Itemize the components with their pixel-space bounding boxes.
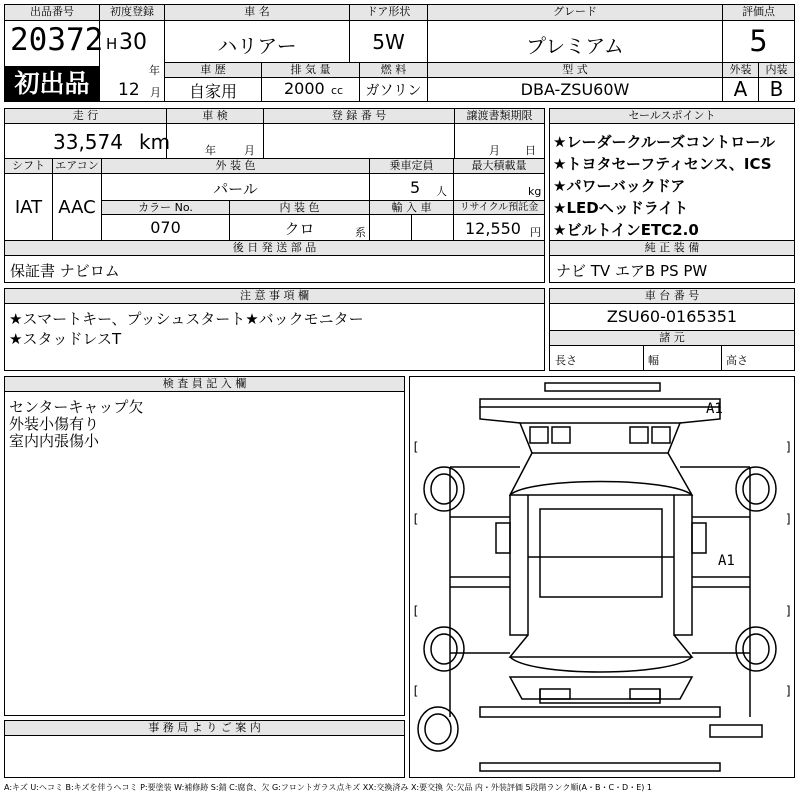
- fuel: ガソリン: [365, 83, 422, 99]
- damage-mark: A1: [718, 553, 735, 569]
- sales-item: ★ビルトインETC2.0: [553, 221, 699, 239]
- transfer-label: 譲渡書類期限: [455, 109, 544, 124]
- recycle-label: リサイクル預託金: [454, 201, 544, 215]
- color-no-label: カラー No.: [102, 201, 229, 215]
- interior-color: クロ: [284, 220, 315, 238]
- first-listing-badge: 初出品: [5, 66, 99, 101]
- equipment-label: 純 正 装 備: [550, 241, 794, 256]
- interior-suffix: 系: [355, 226, 366, 239]
- interior-color-label: 内 装 色: [230, 201, 369, 215]
- ac: AAC: [58, 197, 96, 218]
- transfer-month: 月: [489, 144, 500, 157]
- inspection-month: 月: [244, 144, 255, 157]
- sales-label: セールスポイント: [550, 109, 794, 124]
- reg-no-label: 登 録 番 号: [264, 109, 454, 124]
- shift-label: シフト: [5, 159, 52, 174]
- color-no: 070: [150, 218, 181, 237]
- recycle: 12,550: [465, 219, 521, 238]
- office-label: 事 務 局 よ り ご 案 内: [5, 721, 404, 736]
- displacement-unit: cc: [331, 84, 344, 97]
- lot-label: 出品番号: [5, 5, 99, 21]
- reg-label: 初度登録: [100, 5, 164, 21]
- inspector-line: 室内内張傷小: [9, 432, 100, 450]
- displacement: 2000: [284, 79, 325, 98]
- sales-item: ★LEDヘッドライト: [553, 199, 689, 217]
- car-name-label: 車 名: [165, 5, 349, 21]
- score-label: 評価点: [723, 5, 794, 21]
- svg-text:]: ]: [785, 604, 793, 618]
- sales-item: ★トヨタセーフティセンス、ICS: [553, 155, 772, 173]
- mileage-label: 走 行: [5, 109, 166, 124]
- int-label: 内装: [759, 63, 794, 78]
- max-load-unit: kg: [528, 185, 542, 198]
- recycle-unit: 円: [530, 226, 541, 239]
- svg-text:]: ]: [785, 440, 793, 454]
- inspection-label: 車 検: [167, 109, 263, 124]
- damage-mark: A1: [706, 401, 723, 417]
- width-label: 幅: [648, 354, 659, 367]
- year-unit: 年: [149, 64, 160, 77]
- int-grade: B: [769, 77, 784, 101]
- door-type: 5W: [372, 30, 405, 54]
- history-label: 車 歴: [165, 63, 261, 78]
- lot-number: 20372: [10, 22, 104, 58]
- import-label: 輸 入 車: [370, 201, 453, 215]
- exterior-color: パール: [213, 180, 258, 198]
- sales-item: ★レーダークルーズコントロール: [553, 133, 775, 151]
- svg-text:[: [: [412, 604, 420, 618]
- grade-label: グレード: [428, 5, 722, 21]
- month-unit: 月: [150, 86, 161, 99]
- ext-grade: A: [733, 77, 748, 101]
- inspection-year: 年: [205, 144, 216, 157]
- dims-label: 諸 元: [550, 331, 794, 346]
- ac-label: エアコン: [53, 159, 101, 174]
- door-label: ドア形状: [350, 5, 427, 21]
- transfer-day: 日: [525, 144, 536, 157]
- inspector-line: 外装小傷有り: [9, 415, 100, 433]
- later-label: 後 日 発 送 部 品: [5, 241, 544, 256]
- sales-item: ★パワーバックドア: [553, 177, 686, 195]
- chassis-number: ZSU60-0165351: [606, 307, 738, 326]
- mileage-unit: km: [139, 130, 171, 154]
- equipment: ナビ TV エアB PS PW: [556, 262, 708, 280]
- later-parts: 保証書 ナビロム: [10, 262, 120, 280]
- svg-text:]: ]: [785, 684, 793, 698]
- car-outline: [410, 377, 794, 777]
- chassis-label: 車 台 番 号: [550, 289, 794, 304]
- exterior-color-label: 外 装 色: [102, 159, 369, 174]
- mileage: 33,574: [53, 130, 123, 154]
- shift: IAT: [14, 197, 43, 218]
- legend-footer: A:キズ U:ヘコミ B:キズを伴うヘコミ P:要塗装 W:補修跡 S:錆 C:腐食、欠 G:フロントガラス点キズ XX:交換済み X:要交換 欠:欠品 内・外装評価 5段階ランク順(A・B・C・D・E) 1: [4, 783, 653, 792]
- score: 5: [749, 24, 768, 58]
- era: H: [106, 35, 118, 53]
- car-diagram: [409, 376, 795, 778]
- note-line: ★スタッドレスT: [9, 330, 122, 348]
- inspector-label: 検 査 員 記 入 欄: [5, 377, 404, 392]
- reg-year: 30: [119, 30, 147, 55]
- history: 自家用: [188, 82, 237, 101]
- displacement-label: 排 気 量: [262, 63, 359, 78]
- reg-month: 12: [118, 80, 140, 100]
- grade: プレミアム: [526, 34, 624, 58]
- svg-text:]: ]: [785, 512, 793, 526]
- car-name: ハリアー: [217, 34, 297, 58]
- svg-text:[: [: [412, 684, 420, 698]
- length-label: 長さ: [555, 354, 577, 367]
- inspector-line: センターキャップ欠: [9, 398, 144, 416]
- capacity: 5: [410, 178, 421, 197]
- model-label: 型 式: [428, 63, 722, 78]
- svg-text:[: [: [412, 512, 420, 526]
- fuel-label: 燃 料: [360, 63, 427, 78]
- capacity-label: 乗車定員: [370, 159, 453, 174]
- capacity-unit: 人: [436, 185, 447, 198]
- max-load-label: 最大積載量: [454, 159, 544, 174]
- ext-label: 外装: [723, 63, 758, 78]
- height-label: 高さ: [726, 354, 748, 367]
- model: DBA-ZSU60W: [520, 80, 630, 99]
- notes-label: 注 意 事 項 欄: [5, 289, 544, 304]
- svg-text:[: [: [412, 440, 420, 454]
- note-line: ★スマートキー、プッシュスタート★バックモニター: [9, 310, 364, 328]
